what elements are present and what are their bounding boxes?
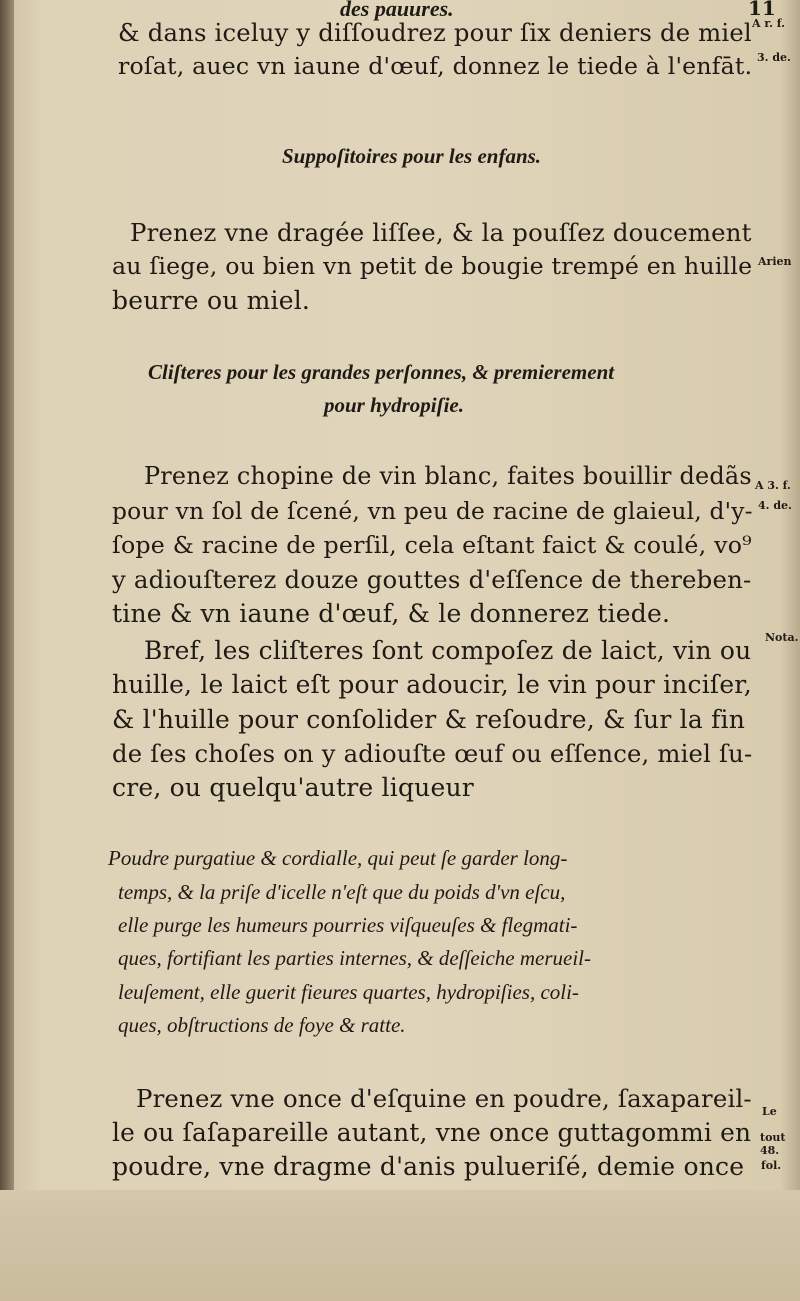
italic-text-line: temps, & la priſe d'icelle n'eſt que du poids d'vn eſcu, (118, 880, 566, 904)
section-heading: Cliſteres pour les grandes perſonnes, & premierement (148, 360, 615, 384)
margin-note: A r. f. (752, 17, 785, 30)
margin-note: Arien (758, 255, 792, 268)
text-line: Bref, les cliſteres ſont compoſez de laict, vin ou (144, 636, 752, 665)
text-line: poudre, vne dragme d'anis pulueriſé, demie once (112, 1152, 745, 1181)
margin-note: 3. de. (757, 51, 791, 64)
section-heading: Suppoſitoires pour les enfans. (282, 144, 542, 168)
text-line: au ſiege, ou bien vn petit de bougie trempé en huille (112, 252, 753, 280)
text-line: beurre ou miel. (112, 286, 311, 315)
italic-text-line: elle purge les humeurs pourries viſqueuſes & flegmati- (118, 913, 578, 937)
italic-text-line: Poudre purgatiue & cordialle, qui peut ſe garder long- (108, 846, 568, 870)
running-title: des pauures. (340, 0, 454, 21)
text-line: & dans iceluy y diſſoudrez pour ſix deniers de miel (118, 18, 752, 47)
margin-note: 4. de. (758, 499, 792, 512)
section-heading: pour hydropiſie. (324, 393, 465, 417)
text-line: & l'huille pour conſolider & reſoudre, & ſur la fin (112, 705, 746, 734)
italic-text-line: ques, obſtructions de foye & ratte. (118, 1013, 406, 1037)
margin-note: Le (762, 1105, 777, 1118)
margin-note: Nota. (765, 631, 799, 644)
italic-text-line: ques, fortifiant les parties internes, & deſſeiche merueil- (118, 946, 592, 970)
page-number: 11 (748, 0, 776, 20)
text-line: tine & vn iaune d'œuf, & le donnerez tiede. (112, 599, 671, 628)
italic-text-line: leuſement, elle guerit fieures quartes, hydropiſies, coli- (118, 980, 579, 1004)
text-line: y adiouſterez douze gouttes d'eſſence de thereben- (112, 565, 752, 594)
text-line: Prenez vne once d'eſquine en poudre, ſaxapareil- (136, 1084, 752, 1113)
text-line: huille, le laict eſt pour adoucir, le vin pour inciſer, (112, 670, 752, 699)
text-line: le ou ſaſapareille autant, vne once guttagommi en (112, 1118, 752, 1147)
text-line: roſat, auec vn iaune d'œuf, donnez le tiede à l'enfāt. (118, 52, 753, 80)
page-gutter-shadow (0, 0, 14, 1301)
margin-note: tout (760, 1131, 786, 1144)
text-line: de ſes choſes on y adiouſte œuf ou eſſence, miel ſu- (112, 739, 753, 768)
text-line: cre, ou quelqu'autre liqueur (112, 773, 474, 802)
margin-note: A 3. f. (755, 479, 791, 492)
page-bottom-margin (0, 1190, 800, 1301)
margin-note: 48. (760, 1144, 780, 1157)
text-line: ſope & racine de perſil, cela eſtant faict & coulé, vo⁹ (112, 531, 752, 559)
text-line: Prenez chopine de vin blanc, faites bouillir dedãs (144, 462, 752, 490)
margin-note: fol. (761, 1159, 782, 1172)
text-line: Prenez vne dragée liſſee, & la pouſſez doucement (130, 218, 752, 247)
text-line: pour vn ſol de ſcené, vn peu de racine de glaieul, d'y- (112, 497, 753, 525)
